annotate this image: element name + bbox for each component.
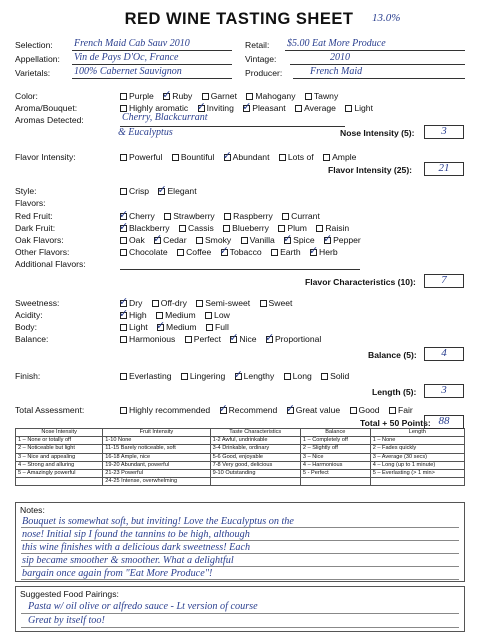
producer-label: Producer: bbox=[245, 68, 283, 78]
appellation-value: Vin de Pays D'Oc, France bbox=[74, 52, 179, 63]
other-flavor-option[interactable]: Earth bbox=[271, 247, 301, 257]
check-icon: ✓ bbox=[153, 232, 163, 245]
dark-fruit-option[interactable]: Blueberry bbox=[223, 223, 269, 233]
selection-value: French Maid Cab Sauv 2010 bbox=[74, 38, 190, 49]
sweetness-option[interactable]: Off-dry bbox=[152, 298, 187, 308]
acidity-label: Acidity: bbox=[15, 310, 43, 320]
color-option[interactable]: Tawny bbox=[305, 91, 338, 101]
total-assessment-option[interactable]: Good bbox=[350, 405, 380, 415]
finish-option[interactable]: Lingering bbox=[181, 371, 225, 381]
dark-fruit-option[interactable]: ✓ Blackberry bbox=[119, 220, 170, 233]
table-row: 1 – None or totally off 1-10 None 1-2 Awful, undrinkable 1 – Completely off 1 – None bbox=[16, 437, 465, 445]
retail-label: Retail: bbox=[245, 40, 270, 50]
flavor-intensity-option[interactable]: Powerful bbox=[120, 152, 162, 162]
flavor-intensity-label: Flavor Intensity: bbox=[15, 152, 76, 162]
notes-line: nose! Initial sip I found the tannins to be high, although bbox=[22, 529, 250, 540]
body-option[interactable]: ✓ Medium bbox=[156, 319, 197, 332]
finish-option[interactable]: Long bbox=[284, 371, 312, 381]
check-icon: ✓ bbox=[264, 331, 275, 344]
acidity-options bbox=[119, 307, 237, 320]
total-points-box[interactable] bbox=[424, 415, 464, 429]
total-points-label: Total + 50 Points: bbox=[360, 418, 431, 428]
notes-line: bargain once again from "Eat More Produce"! bbox=[22, 568, 213, 579]
color-option[interactable]: Mahogany bbox=[246, 91, 295, 101]
varietals-label: Varietals: bbox=[15, 68, 51, 78]
dark-fruit-option[interactable]: Plum bbox=[278, 223, 307, 233]
sweetness-option[interactable]: Sweet bbox=[260, 298, 293, 308]
check-icon: ✓ bbox=[119, 220, 129, 233]
flavors-label: Flavors: bbox=[15, 198, 46, 208]
flavor-intensity-score-box[interactable]: 21 bbox=[424, 162, 464, 176]
flavor-intensity-option[interactable]: Lots of bbox=[279, 152, 314, 162]
total-assessment-option[interactable]: Highly recommended bbox=[120, 405, 210, 415]
total-assessment-options bbox=[120, 402, 420, 415]
notes-box[interactable] bbox=[15, 502, 465, 582]
other-flavors-label: Other Flavors: bbox=[15, 247, 70, 257]
check-icon: ✓ bbox=[157, 183, 167, 196]
nose-intensity-box[interactable]: 3 bbox=[424, 125, 464, 139]
vintage-value: 2010 bbox=[330, 52, 350, 63]
style-label: Style: bbox=[15, 186, 37, 196]
abv-note: 13.0% bbox=[372, 12, 401, 24]
body-option[interactable]: Light bbox=[120, 322, 148, 332]
food-pairings-line: Great by itself too! bbox=[28, 615, 105, 626]
food-pairings-box[interactable] bbox=[15, 586, 465, 632]
oak-flavor-option[interactable]: Vanilla bbox=[241, 235, 275, 245]
acidity-option[interactable]: ✓ High bbox=[119, 307, 147, 320]
nose-intensity-label: Nose Intensity (5): bbox=[340, 128, 415, 138]
score-key-table bbox=[15, 428, 465, 486]
length-box[interactable]: 3 bbox=[424, 384, 464, 398]
notes-line: sip became smoother & smoother. What a delightful bbox=[22, 555, 234, 566]
check-icon: ✓ bbox=[218, 402, 228, 415]
oak-flavors-options bbox=[120, 232, 368, 245]
flavor-intensity-options bbox=[120, 149, 363, 162]
notes-line: this wine finishes with a delicious dark sweetness! Each bbox=[22, 542, 251, 553]
table-header-row bbox=[16, 429, 465, 437]
sweetness-options bbox=[119, 295, 299, 308]
acidity-option[interactable]: Medium bbox=[156, 310, 196, 320]
length-label: Length (5): bbox=[372, 387, 417, 397]
flavor-intensity-option[interactable]: Bountiful bbox=[172, 152, 214, 162]
column-header: Balance bbox=[300, 429, 370, 437]
finish-option[interactable]: Everlasting bbox=[120, 371, 172, 381]
finish-option[interactable]: ✓ Lengthy bbox=[233, 368, 275, 381]
color-option[interactable]: Purple bbox=[120, 91, 154, 101]
table-row: 2 – Noticeable but light 11-15 Barely noticeable, soft 3-4 Drinkable, ordinary 2 – Slightly off 2 – Fades quickly bbox=[16, 445, 465, 453]
dark-fruit-option[interactable]: Cassis bbox=[179, 223, 214, 233]
food-pairings-label: Suggested Food Pairings: bbox=[20, 589, 119, 599]
column-header: Length bbox=[370, 429, 464, 437]
balance-option[interactable]: Harmonious bbox=[120, 334, 175, 344]
check-icon: ✓ bbox=[229, 331, 239, 344]
check-icon: ✓ bbox=[162, 88, 172, 101]
dark-fruit-option[interactable]: Raisin bbox=[316, 223, 349, 233]
other-flavor-option[interactable]: ✓ Herb bbox=[309, 244, 338, 257]
sweetness-label: Sweetness: bbox=[15, 298, 60, 308]
oak-flavors-label: Oak Flavors: bbox=[15, 235, 64, 245]
flavor-intensity-option[interactable]: ✓ Abundant bbox=[222, 149, 270, 162]
finish-options bbox=[120, 368, 356, 381]
check-icon: ✓ bbox=[119, 307, 129, 320]
other-flavor-option[interactable]: Chocolate bbox=[120, 247, 168, 257]
check-icon: ✓ bbox=[242, 100, 252, 113]
total-assessment-option[interactable]: ✓ Recommend bbox=[218, 402, 278, 415]
balance-option[interactable]: ✓ Proportional bbox=[264, 331, 322, 344]
balance-label: Balance: bbox=[15, 334, 49, 344]
total-assessment-option[interactable]: Fair bbox=[389, 405, 413, 415]
check-icon: ✓ bbox=[283, 232, 293, 245]
finish-option[interactable]: Solid bbox=[321, 371, 349, 381]
aroma-option[interactable]: Highly aromatic bbox=[120, 103, 188, 113]
color-options bbox=[120, 88, 345, 101]
check-icon: ✓ bbox=[156, 319, 166, 332]
red-fruit-option[interactable]: ✓ Cherry bbox=[119, 208, 155, 221]
oak-flavor-option[interactable]: ✓ Cedar bbox=[153, 232, 187, 245]
style-option[interactable]: Crisp bbox=[120, 186, 149, 196]
vintage-label: Vintage: bbox=[245, 54, 277, 64]
oak-flavor-option[interactable]: Smoky bbox=[196, 235, 231, 245]
red-fruit-option[interactable]: Strawberry bbox=[164, 211, 215, 221]
color-option[interactable]: ✓ Ruby bbox=[162, 88, 193, 101]
aromas-detected-value-2: & Eucalyptus bbox=[118, 127, 173, 138]
balance-score-box[interactable]: 4 bbox=[424, 347, 464, 361]
retail-value: $5.00 Eat More Produce bbox=[287, 38, 386, 49]
sweetness-option[interactable]: Semi-sweet bbox=[196, 298, 250, 308]
oak-flavor-option[interactable]: ✓ Pepper bbox=[323, 232, 361, 245]
flavor-characteristics-label: Flavor Characteristics (10): bbox=[305, 277, 416, 287]
aroma-label: Aroma/Bouquet: bbox=[15, 103, 78, 113]
table-row: 4 – Strong and alluring 19-20 Abundant, powerful 7-8 Very good, delicious 4 – Harmonious 4 – Long (up to 1 minute) bbox=[16, 461, 465, 469]
check-icon: ✓ bbox=[196, 100, 206, 113]
aroma-option[interactable]: Average bbox=[295, 103, 336, 113]
varietals-value: 100% Cabernet Sauvignon bbox=[74, 66, 182, 77]
table-row: 5 – Amazingly powerful 21-23 Powerful 9-10 Outstanding 5 - Perfect 5 – Everlasting (> 1 min> bbox=[16, 470, 465, 478]
other-flavor-option[interactable]: Coffee bbox=[177, 247, 211, 257]
flavor-characteristics-box[interactable]: 7 bbox=[424, 274, 464, 288]
total-points-value: 88 bbox=[438, 415, 450, 427]
red-fruit-option[interactable]: Raspberry bbox=[224, 211, 273, 221]
body-label: Body: bbox=[15, 322, 37, 332]
finish-label: Finish: bbox=[15, 371, 41, 381]
check-icon: ✓ bbox=[233, 368, 243, 381]
additional-flavors-label: Additional Flavors: bbox=[15, 259, 86, 269]
aromas-detected-value: Cherry, Blackcurrant bbox=[122, 112, 208, 123]
check-icon: ✓ bbox=[323, 232, 333, 245]
red-fruit-option[interactable]: Currant bbox=[282, 211, 320, 221]
dark-fruit-label: Dark Fruit: bbox=[15, 223, 56, 233]
style-options bbox=[120, 183, 204, 196]
notes-line: Bouquet is somewhat soft, but inviting! Love the Eucalyptus on the bbox=[22, 516, 294, 527]
other-flavor-option[interactable]: ✓ Tobacco bbox=[219, 244, 262, 257]
check-icon: ✓ bbox=[222, 149, 232, 162]
color-option[interactable]: Garnet bbox=[202, 91, 237, 101]
acidity-option[interactable]: Low bbox=[205, 310, 230, 320]
oak-flavor-option[interactable]: ✓ Spice bbox=[283, 232, 315, 245]
column-header: Fruit Intensity bbox=[103, 429, 210, 437]
balance-options bbox=[120, 331, 328, 344]
other-flavors-options bbox=[120, 244, 345, 257]
body-options bbox=[120, 319, 236, 332]
column-header: Nose Intensity bbox=[16, 429, 103, 437]
red-fruit-label: Red Fruit: bbox=[15, 211, 53, 221]
sheet-title: RED WINE TASTING SHEET bbox=[124, 10, 354, 28]
producer-value: French Maid bbox=[310, 66, 363, 77]
color-label: Color: bbox=[15, 91, 38, 101]
balance-score-label: Balance (5): bbox=[368, 350, 417, 360]
balance-option[interactable]: Perfect bbox=[185, 334, 221, 344]
aroma-option[interactable]: ✓ Inviting bbox=[196, 100, 234, 113]
notes-label: Notes: bbox=[20, 505, 45, 515]
table-row: 3 – Nice and appealing 16-18 Ample, nice 5-6 Good, enjoyable 3 – Nice 3 – Average (30 secs) bbox=[16, 453, 465, 461]
sweetness-option[interactable]: ✓ Dry bbox=[119, 295, 143, 308]
check-icon: ✓ bbox=[219, 244, 229, 257]
check-icon: ✓ bbox=[119, 208, 129, 221]
flavor-intensity-score-label: Flavor Intensity (25): bbox=[328, 165, 413, 175]
column-header: Taste Characteristics bbox=[210, 429, 300, 437]
body-option[interactable]: Full bbox=[206, 322, 229, 332]
appellation-label: Appellation: bbox=[15, 54, 60, 64]
table-row: 24-25 Intense, overwhelming bbox=[16, 478, 465, 486]
total-assessment-label: Total Assessment: bbox=[15, 405, 85, 415]
red-fruit-options bbox=[119, 208, 327, 221]
aromas-detected-label: Aromas Detected: bbox=[15, 115, 84, 125]
check-icon: ✓ bbox=[285, 402, 295, 415]
style-option[interactable]: ✓ Elegant bbox=[157, 183, 197, 196]
oak-flavor-option[interactable]: Oak bbox=[120, 235, 145, 245]
balance-option[interactable]: ✓ Nice bbox=[229, 331, 257, 344]
aroma-option[interactable]: Light bbox=[345, 103, 373, 113]
check-icon: ✓ bbox=[309, 244, 319, 257]
selection-label: Selection: bbox=[15, 40, 53, 50]
check-icon: ✓ bbox=[119, 295, 129, 308]
aroma-option[interactable]: ✓ Pleasant bbox=[242, 100, 286, 113]
food-pairings-line: Pasta w/ oil olive or alfredo sauce - Lt version of course bbox=[28, 601, 258, 612]
flavor-intensity-option[interactable]: Ample bbox=[323, 152, 356, 162]
total-assessment-option[interactable]: ✓ Great value bbox=[285, 402, 341, 415]
